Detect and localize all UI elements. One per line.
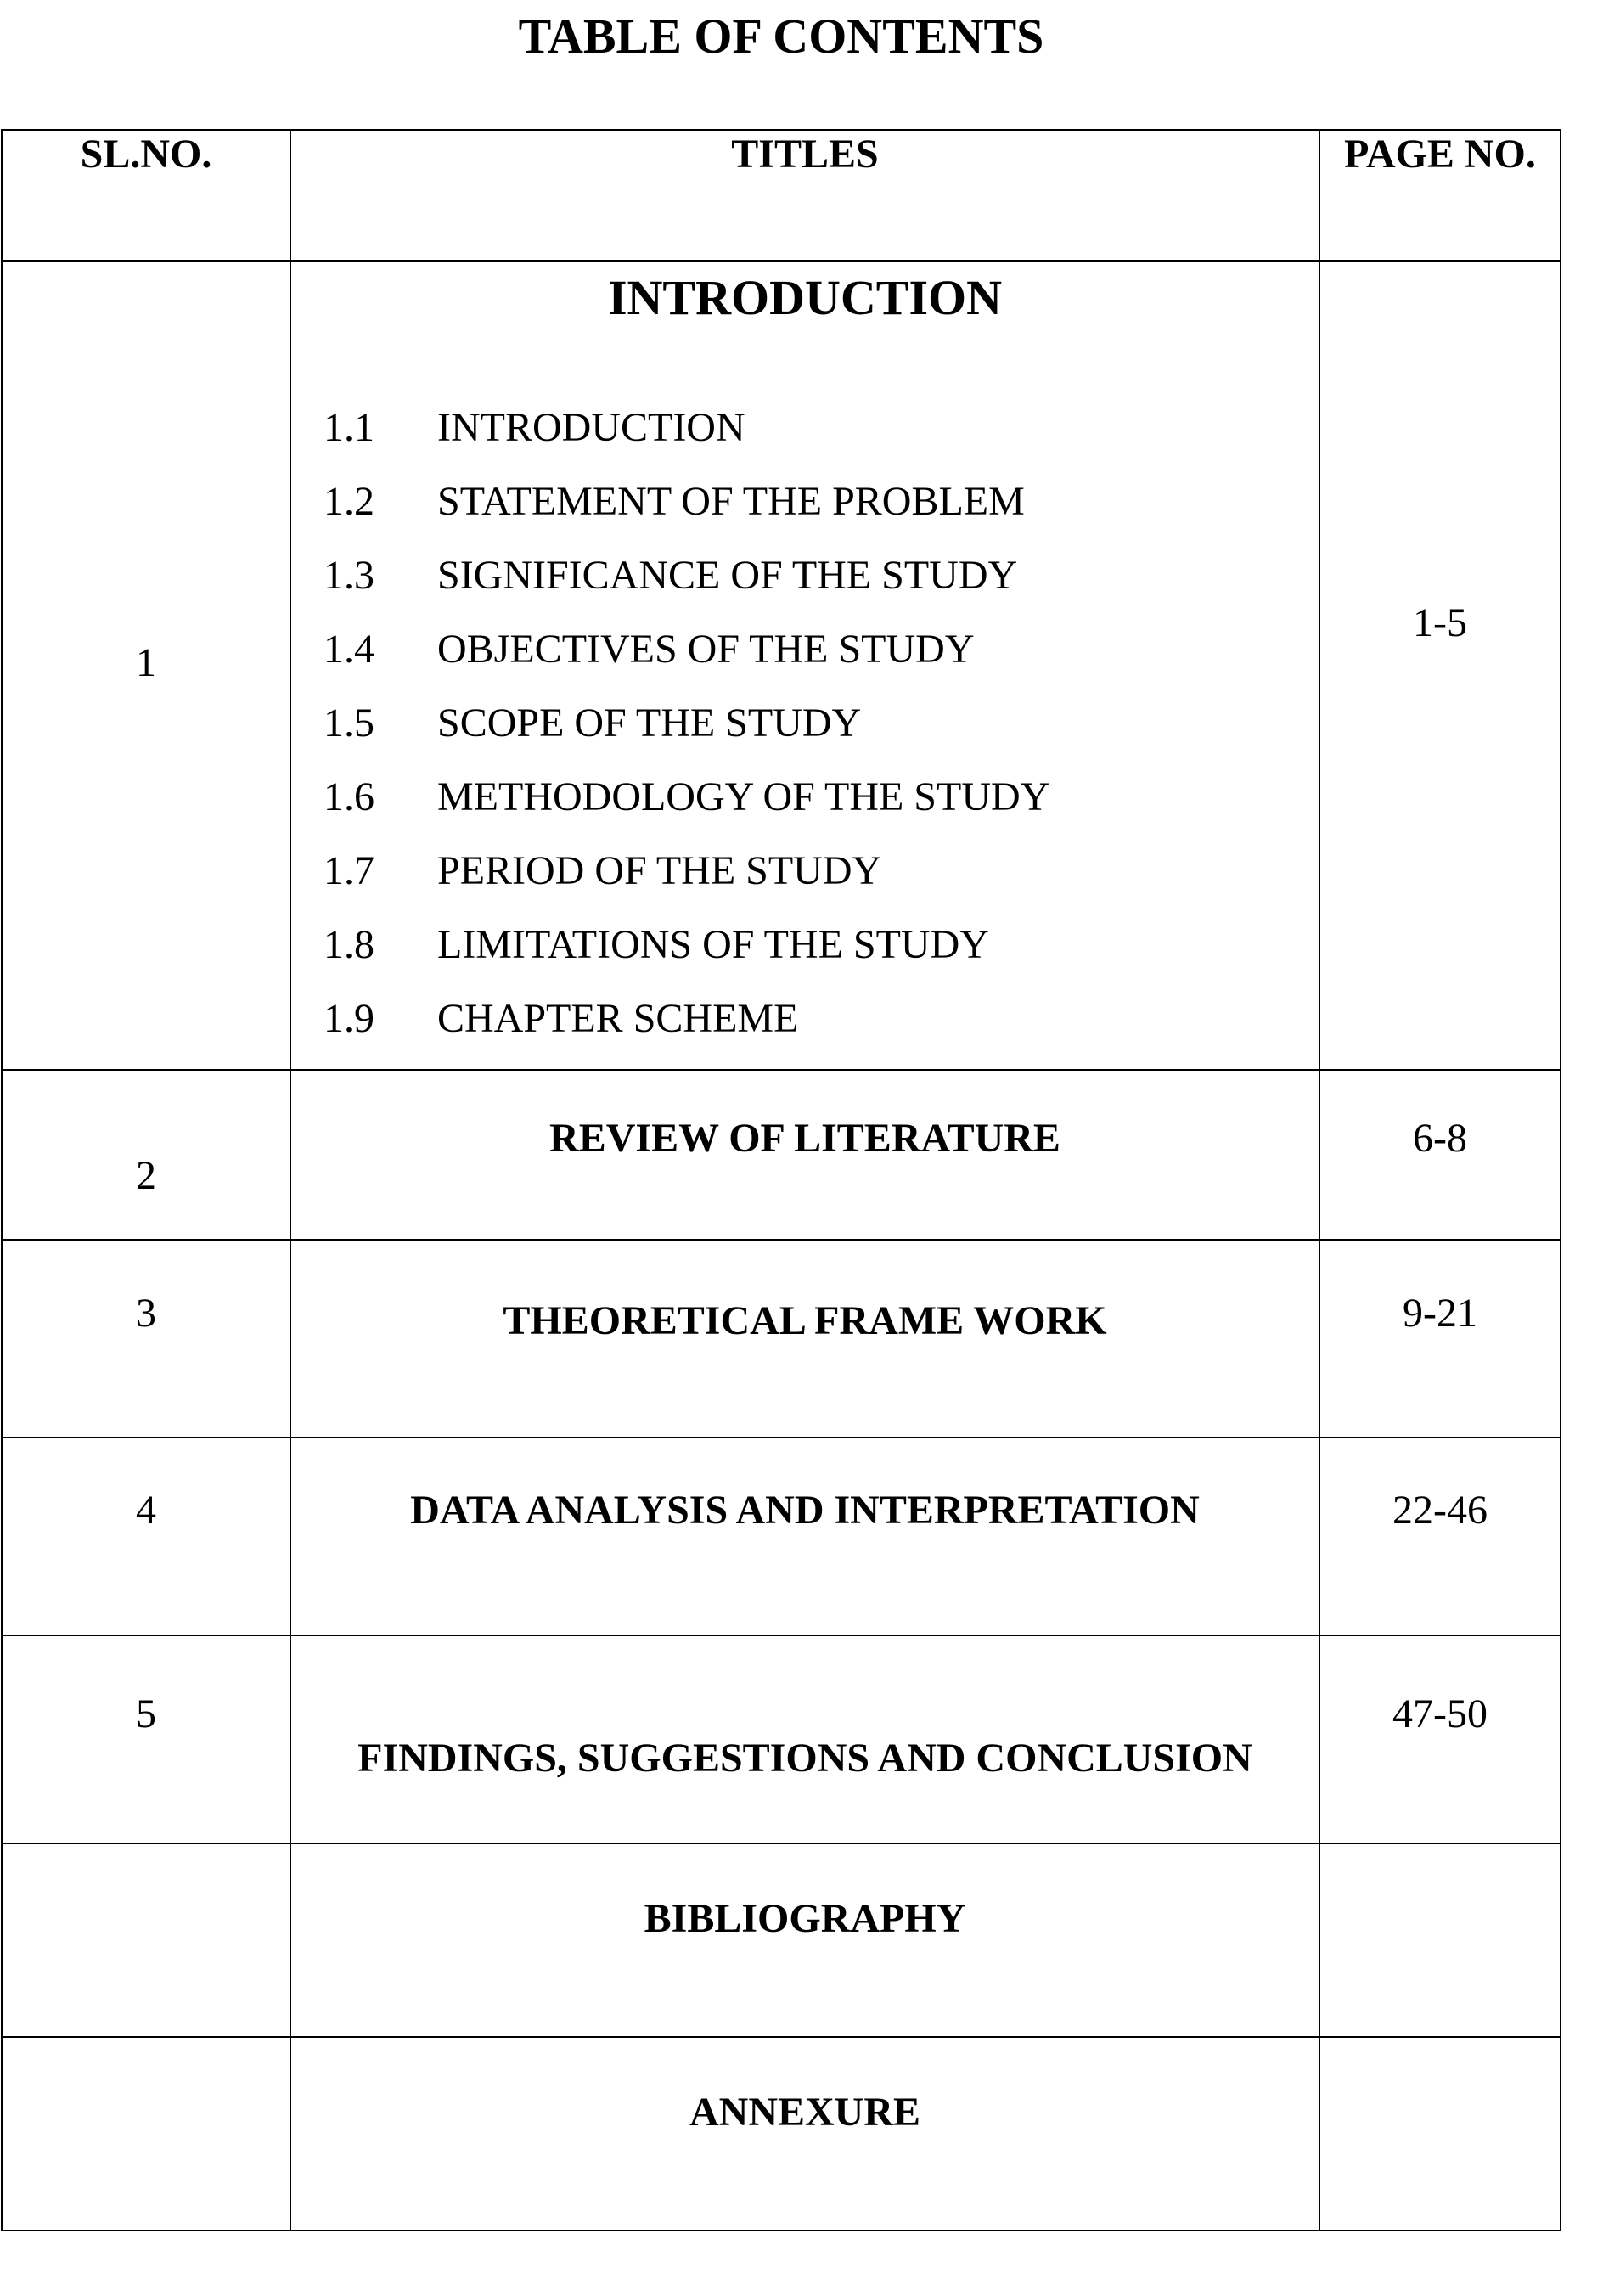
page-range: 6-8	[1413, 1116, 1467, 1161]
table-header-row	[2, 130, 1561, 261]
list-item	[323, 404, 1049, 478]
sub-topic-number: 1.5	[323, 701, 374, 746]
sub-topic-text: SIGNIFICANCE OF THE STUDY	[437, 553, 1018, 598]
sub-topic-number: 1.2	[323, 479, 374, 524]
chapter-title: REVIEW OF LITERATURE	[549, 1116, 1060, 1161]
sl-no-cell	[2, 1070, 290, 1240]
page-range: 47-50	[1392, 1691, 1488, 1736]
list-item	[323, 626, 1049, 700]
title-cell	[290, 2037, 1319, 2231]
chapter-title: THEORETICAL FRAME WORK	[503, 1298, 1107, 1343]
page-no-cell	[1319, 1438, 1561, 1635]
page-range: 9-21	[1403, 1291, 1477, 1336]
sl-no-cell	[2, 1438, 290, 1635]
chapter-title: BIBLIOGRAPHY	[644, 1896, 966, 1941]
chapter-title: INTRODUCTION	[607, 270, 1003, 325]
table-row-chapter-3	[2, 1240, 1561, 1438]
table-row-chapter-5	[2, 1635, 1561, 1843]
title-cell	[290, 1240, 1319, 1438]
page-title: TABLE OF CONTENTS	[518, 8, 1044, 64]
table-row-chapter-4	[2, 1438, 1561, 1635]
sl-no-cell	[2, 1240, 290, 1438]
contents-table	[1, 129, 1561, 2231]
sub-topic-number: 1.7	[323, 848, 374, 893]
list-item	[323, 774, 1049, 847]
sub-topic-number: 1.9	[323, 996, 374, 1041]
table-row-chapter-2	[2, 1070, 1561, 1240]
list-item	[323, 478, 1049, 552]
header-page-no: PAGE NO.	[1319, 130, 1561, 261]
title-cell	[290, 1070, 1319, 1240]
chapter-title: ANNEXURE	[689, 2090, 920, 2135]
sl-no-cell	[2, 1635, 290, 1843]
sub-topic-text: SCOPE OF THE STUDY	[437, 701, 862, 746]
sl-no: 2	[136, 1153, 156, 1198]
list-item	[323, 921, 1049, 995]
chapter-title: DATA ANALYSIS AND INTERPRETATION	[410, 1488, 1200, 1533]
chapter-title: FINDINGS, SUGGESTIONS AND CONCLUSION	[357, 1736, 1252, 1781]
sl-no-cell	[2, 261, 290, 1070]
table-row-chapter-1	[2, 261, 1561, 1070]
list-item	[323, 552, 1049, 626]
sub-topic-text: PERIOD OF THE STUDY	[437, 848, 882, 893]
header-titles: TITLES	[290, 130, 1319, 261]
title-cell	[290, 1635, 1319, 1843]
table-row-bibliography	[2, 1843, 1561, 2037]
list-item	[323, 847, 1049, 921]
sl-no: 5	[136, 1691, 156, 1736]
title-cell	[290, 1438, 1319, 1635]
header-sl-no: SL.NO.	[2, 130, 290, 261]
sl-no: 4	[136, 1488, 156, 1533]
page-range: 1-5	[1413, 600, 1467, 645]
page-no-cell	[1319, 1843, 1561, 2037]
list-item	[323, 700, 1049, 774]
page-no-cell	[1319, 1240, 1561, 1438]
sub-topic-text: INTRODUCTION	[437, 405, 745, 450]
table-row-annexure	[2, 2037, 1561, 2231]
page-no-cell	[1319, 261, 1561, 1070]
page-range: 22-46	[1392, 1488, 1488, 1533]
sl-no-cell	[2, 2037, 290, 2231]
sub-topic-number: 1.4	[323, 627, 374, 672]
sub-topic-number: 1.6	[323, 774, 374, 819]
title-cell	[290, 261, 1319, 1070]
sub-topic-number: 1.1	[323, 405, 374, 450]
page-no-cell	[1319, 1635, 1561, 1843]
sub-topic-number: 1.8	[323, 922, 374, 967]
sl-no: 3	[136, 1291, 156, 1336]
sub-topic-text: STATEMENT OF THE PROBLEM	[437, 479, 1025, 524]
sub-topic-text: METHODOLOGY OF THE STUDY	[437, 774, 1050, 819]
sub-topic-text: OBJECTIVES OF THE STUDY	[437, 627, 975, 672]
sub-topic-text: CHAPTER SCHEME	[437, 996, 799, 1041]
page-no-cell	[1319, 2037, 1561, 2231]
page-no-cell	[1319, 1070, 1561, 1240]
sub-topic-text: LIMITATIONS OF THE STUDY	[437, 922, 989, 967]
sub-topics-list	[323, 404, 1049, 1069]
sl-no-cell	[2, 1843, 290, 2037]
list-item	[323, 995, 1049, 1069]
sub-topic-number: 1.3	[323, 553, 374, 598]
title-cell	[290, 1843, 1319, 2037]
sl-no: 1	[136, 640, 156, 685]
